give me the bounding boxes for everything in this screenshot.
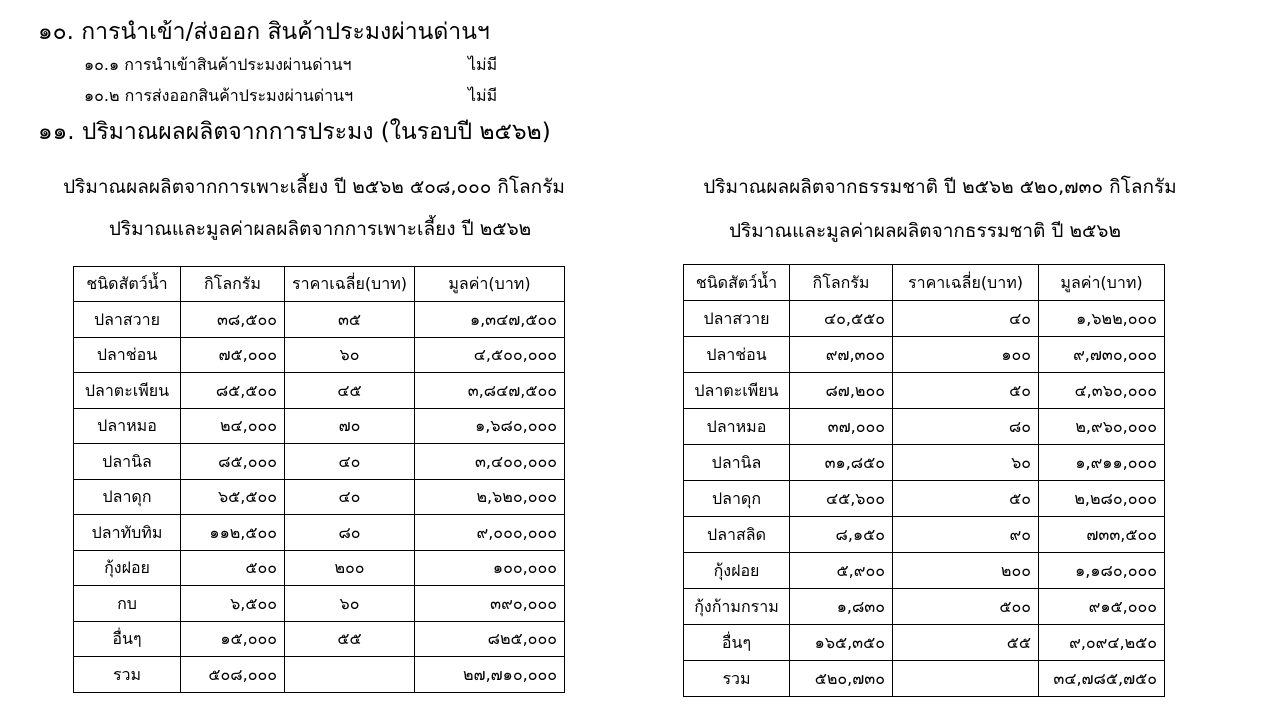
species-cell: กุ้งฝอย	[684, 553, 790, 589]
kilogram-cell: ๘๕,๐๐๐	[181, 444, 285, 480]
total-price-cell	[285, 657, 415, 693]
species-cell: ปลาสวาย	[684, 301, 790, 337]
right-subheading: ปริมาณและมูลค่าผลผลิตจากธรรมชาติ ปี ๒๕๖๒	[729, 220, 1121, 242]
price-cell: ๘๐	[893, 409, 1039, 445]
header-cell: มูลค่า(บาท)	[1039, 265, 1165, 301]
table-row	[74, 515, 565, 551]
table-header-row	[74, 267, 565, 302]
species-cell: ปลาช่อน	[74, 338, 181, 373]
section-10-title: ๑๐. การนำเข้า/ส่งออก สินค้าประมงผ่านด่านฯ	[38, 19, 490, 45]
kilogram-cell: ๓๗,๐๐๐	[790, 409, 893, 445]
table-row	[684, 481, 1165, 517]
left-subheading: ปริมาณและมูลค่าผลผลิตจากการเพาะเลี้ยง ปี ๒๕๖๒	[108, 218, 532, 240]
section-11-title: ๑๑. ปริมาณผลผลิตจากการประมง (ในรอบปี ๒๕๖๒)	[38, 119, 551, 145]
table-row	[684, 337, 1165, 373]
price-cell: ๔๕	[285, 373, 415, 409]
total-value-cell: ๒๗,๗๑๐,๐๐๐	[414, 657, 564, 693]
kilogram-cell: ๒๔,๐๐๐	[181, 409, 285, 444]
kilogram-cell: ๑๑๒,๕๐๐	[181, 515, 285, 551]
price-cell: ๖๐	[893, 445, 1039, 481]
table-total-row	[74, 657, 565, 693]
value-cell: ๓,๘๔๗,๕๐๐	[414, 373, 564, 409]
table-row	[74, 480, 565, 515]
value-cell: ๗๓๓,๕๐๐	[1039, 517, 1165, 553]
header-cell: ชนิดสัตว์น้ำ	[74, 267, 181, 302]
value-cell: ๔,๓๖๐,๐๐๐	[1039, 373, 1165, 409]
total-value-cell: ๓๔,๗๘๕,๗๕๐	[1039, 661, 1165, 697]
value-cell: ๒,๖๒๐,๐๐๐	[414, 480, 564, 515]
kilogram-cell: ๕,๙๐๐	[790, 553, 893, 589]
value-cell: ๓๙๐,๐๐๐	[414, 586, 564, 622]
price-cell: ๒๐๐	[285, 551, 415, 586]
price-cell: ๕๐	[893, 373, 1039, 409]
species-cell: ปลานิล	[684, 445, 790, 481]
right-heading: ปริมาณผลผลิตจากธรรมชาติ ปี ๒๕๖๒ ๕๒๐,๗๓๐ กิโลกรัม	[703, 176, 1177, 198]
table-row	[74, 551, 565, 586]
table-row	[74, 586, 565, 622]
value-cell: ๙,๗๓๐,๐๐๐	[1039, 337, 1165, 373]
total-kilogram-cell: ๕๒๐,๗๓๐	[790, 661, 893, 697]
table-row	[74, 409, 565, 444]
price-cell: ๙๐	[893, 517, 1039, 553]
value-cell: ๓,๔๐๐,๐๐๐	[414, 444, 564, 480]
price-cell: ๓๕	[285, 302, 415, 338]
table-row	[74, 373, 565, 409]
table-row	[684, 409, 1165, 445]
header-cell: ชนิดสัตว์น้ำ	[684, 265, 790, 301]
price-cell: ๔๐	[285, 444, 415, 480]
price-cell: ๗๐	[285, 409, 415, 444]
species-cell: ปลาสลิด	[684, 517, 790, 553]
table-row	[74, 444, 565, 480]
value-cell: ๔,๕๐๐,๐๐๐	[414, 338, 564, 373]
kilogram-cell: ๔๕,๖๐๐	[790, 481, 893, 517]
price-cell: ๕๕	[285, 622, 415, 657]
species-cell: ปลาดุก	[684, 481, 790, 517]
species-cell: ปลาทับทิม	[74, 515, 181, 551]
table-row	[684, 589, 1165, 625]
section-10-2-value: ไม่มี	[468, 86, 498, 105]
total-kilogram-cell: ๕๐๘,๐๐๐	[181, 657, 285, 693]
value-cell: ๑,๖๘๐,๐๐๐	[414, 409, 564, 444]
species-cell: อื่นๆ	[684, 625, 790, 661]
species-cell: กุ้งก้ามกราม	[684, 589, 790, 625]
species-cell: ปลาดุก	[74, 480, 181, 515]
table-row	[684, 301, 1165, 337]
value-cell: ๙๑๕,๐๐๐	[1039, 589, 1165, 625]
species-cell: ปลาตะเพียน	[684, 373, 790, 409]
price-cell: ๒๐๐	[893, 553, 1039, 589]
species-cell: ปลาช่อน	[684, 337, 790, 373]
table-header-row	[684, 265, 1165, 301]
kilogram-cell: ๑๖๕,๓๕๐	[790, 625, 893, 661]
table-row	[74, 622, 565, 657]
table-total-row	[684, 661, 1165, 697]
price-cell: ๔๐	[285, 480, 415, 515]
species-cell: ปลาสวาย	[74, 302, 181, 338]
species-cell: กบ	[74, 586, 181, 622]
kilogram-cell: ๔๐,๕๕๐	[790, 301, 893, 337]
kilogram-cell: ๘๗,๒๐๐	[790, 373, 893, 409]
value-cell: ๙,๐๐๐,๐๐๐	[414, 515, 564, 551]
price-cell: ๕๐	[893, 481, 1039, 517]
header-cell: ราคาเฉลี่ย(บาท)	[285, 267, 415, 302]
kilogram-cell: ๘,๑๕๐	[790, 517, 893, 553]
table-row	[684, 517, 1165, 553]
value-cell: ๒,๙๖๐,๐๐๐	[1039, 409, 1165, 445]
header-cell: ราคาเฉลี่ย(บาท)	[893, 265, 1039, 301]
kilogram-cell: ๖,๕๐๐	[181, 586, 285, 622]
value-cell: ๘๒๕,๐๐๐	[414, 622, 564, 657]
species-cell: ปลาหมอ	[74, 409, 181, 444]
kilogram-cell: ๓๘,๕๐๐	[181, 302, 285, 338]
price-cell: ๖๐	[285, 586, 415, 622]
kilogram-cell: ๙๗,๓๐๐	[790, 337, 893, 373]
price-cell: ๘๐	[285, 515, 415, 551]
table-row	[74, 302, 565, 338]
value-cell: ๒,๒๘๐,๐๐๐	[1039, 481, 1165, 517]
price-cell: ๑๐๐	[893, 337, 1039, 373]
table-row	[684, 625, 1165, 661]
kilogram-cell: ๑,๘๓๐	[790, 589, 893, 625]
kilogram-cell: ๘๕,๕๐๐	[181, 373, 285, 409]
left-production-table	[73, 266, 565, 693]
header-cell: มูลค่า(บาท)	[414, 267, 564, 302]
value-cell: ๑,๖๒๒,๐๐๐	[1039, 301, 1165, 337]
kilogram-cell: ๓๑,๘๕๐	[790, 445, 893, 481]
section-10-2-label: ๑๐.๒ การส่งออกสินค้าประมงผ่านด่านฯ	[84, 86, 354, 105]
value-cell: ๑,๑๘๐,๐๐๐	[1039, 553, 1165, 589]
total-label-cell: รวม	[684, 661, 790, 697]
price-cell: ๕๕	[893, 625, 1039, 661]
header-cell: กิโลกรัม	[181, 267, 285, 302]
kilogram-cell: ๖๕,๕๐๐	[181, 480, 285, 515]
price-cell: ๔๐	[893, 301, 1039, 337]
section-10-1-label: ๑๐.๑ การนำเข้าสินค้าประมงผ่านด่านฯ	[84, 55, 352, 74]
total-label-cell: รวม	[74, 657, 181, 693]
kilogram-cell: ๑๕,๐๐๐	[181, 622, 285, 657]
table-row	[684, 373, 1165, 409]
species-cell: อื่นๆ	[74, 622, 181, 657]
section-10-1-value: ไม่มี	[468, 55, 498, 74]
value-cell: ๑,๓๔๗,๕๐๐	[414, 302, 564, 338]
left-heading: ปริมาณผลผลิตจากการเพาะเลี้ยง ปี ๒๕๖๒ ๕๐๘,๐๐๐ กิโลกรัม	[63, 176, 565, 198]
header-cell: กิโลกรัม	[790, 265, 893, 301]
kilogram-cell: ๗๕,๐๐๐	[181, 338, 285, 373]
value-cell: ๑๐๐,๐๐๐	[414, 551, 564, 586]
species-cell: ปลาหมอ	[684, 409, 790, 445]
right-production-table	[683, 264, 1165, 697]
value-cell: ๑,๙๑๑,๐๐๐	[1039, 445, 1165, 481]
table-row	[684, 445, 1165, 481]
table-row	[74, 338, 565, 373]
value-cell: ๙,๐๙๔,๒๕๐	[1039, 625, 1165, 661]
price-cell: ๕๐๐	[893, 589, 1039, 625]
species-cell: ปลานิล	[74, 444, 181, 480]
species-cell: ปลาตะเพียน	[74, 373, 181, 409]
total-price-cell	[893, 661, 1039, 697]
price-cell: ๖๐	[285, 338, 415, 373]
table-row	[684, 553, 1165, 589]
kilogram-cell: ๕๐๐	[181, 551, 285, 586]
species-cell: กุ้งฝอย	[74, 551, 181, 586]
